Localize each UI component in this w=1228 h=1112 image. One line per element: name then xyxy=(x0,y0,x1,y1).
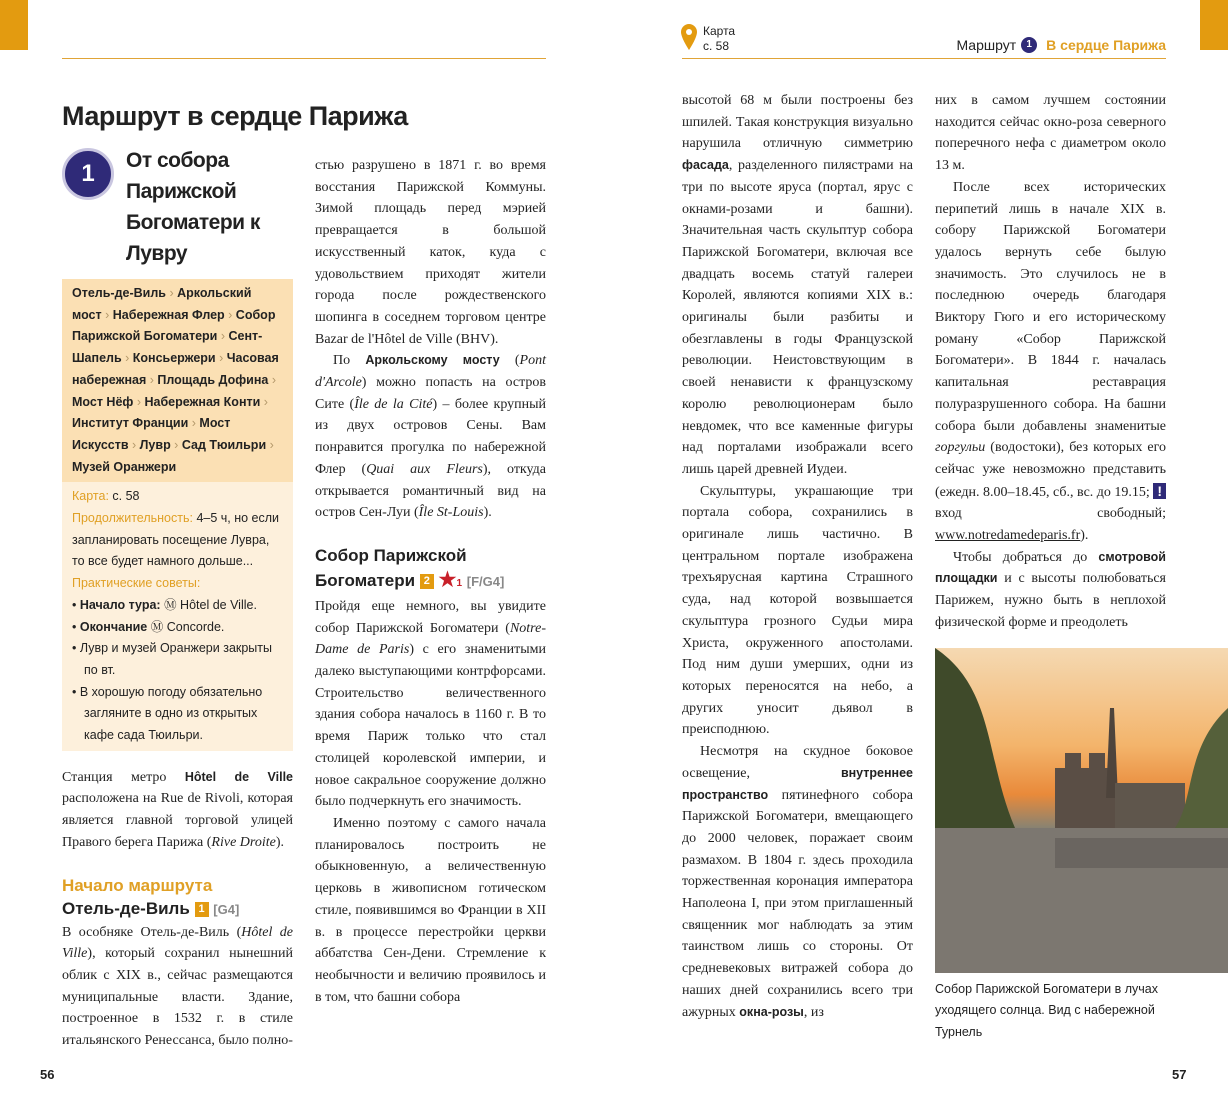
route-stop: Консьержери xyxy=(132,351,216,366)
route-stop: Отель-де-Виль xyxy=(72,286,166,300)
tip-item: • Лувр и музей Оранжери закрыты по вт. xyxy=(72,641,273,677)
arrow-icon: › xyxy=(266,437,274,452)
route-stop: Набережная Флер xyxy=(112,307,225,322)
paragraph: Чтобы добраться до смотровой площадки и с высоты полюбоваться Парижем, нужно быть в неплохой физической форме и преодолеть xyxy=(935,549,1166,630)
arrow-icon: › xyxy=(215,351,227,366)
star-rating: 1 xyxy=(456,577,463,589)
sight-number-badge: 1 xyxy=(195,902,209,917)
star-icon: ★ xyxy=(438,568,457,591)
section-heading: Начало маршрута xyxy=(62,875,213,895)
paragraph: них в самом лучшем состоянии находится сейчас окно-роза северного поперечного нефа с диаметром около 13 м. xyxy=(935,93,1166,174)
paragraph: Несмотря на скудное боковое освещение, внутреннее пространство пятинефного собора Парижской Богоматери, вмещающего до 2000 человек, поражает своим размахом. В 1804 г. здесь проходила торжественная коронация императора Наполеона I, при этом приглашенный священник мог наблюдать за этим таинством лишь со стороны. От средневековых витражей собора до наших дней сохранились всего три ажурных окна-розы, из xyxy=(682,744,913,1020)
arrow-icon: › xyxy=(101,307,113,322)
duration-value: 4–5 ч, но если запланировать посещение Лувра, то все будет намного дольше... xyxy=(72,511,280,569)
tip-key: Начало тура: xyxy=(79,597,161,612)
tip-key: Окончание xyxy=(79,619,148,634)
route-title: В сердце Парижа xyxy=(1046,37,1166,53)
arrow-icon: › xyxy=(146,372,158,387)
sight-heading: Отель-де-Виль 1 [G4] xyxy=(62,898,240,918)
route-stop: Сад Тюильри xyxy=(181,437,267,452)
route-stop: Музей Оранжери xyxy=(72,459,177,474)
map-reference xyxy=(703,24,735,54)
page-tab-right xyxy=(1200,0,1228,50)
route-stop: Лувр xyxy=(139,437,171,452)
route-heading xyxy=(62,145,293,269)
arrow-icon: › xyxy=(224,307,236,322)
paragraph: По Аркольскому мосту (Pont d'Arcole) можно попасть на остров Сите (Île de la Cité) – более крупный из двух островов Сены. Вам понравится прогулка по набережной Флер (Quai aux Fleurs), откуда открывается романтичный вид на остров Сен-Луи (Île St-Louis). xyxy=(315,353,547,521)
tip-item: • Начало тура: Ⓜ Hôtel de Ville. xyxy=(72,597,257,612)
route-stop: Сент-Шапель xyxy=(72,329,263,366)
arrow-icon: › xyxy=(268,372,276,387)
page-number-left: 56 xyxy=(40,1067,55,1082)
route-stop: Институт Франции xyxy=(72,416,189,431)
column-4 xyxy=(935,90,1166,1044)
route-number-badge: 1 xyxy=(1021,37,1037,53)
tip-item: • Окончание Ⓜ Concorde. xyxy=(72,619,225,634)
route-name: От собора Парижской Богоматери к Лувру xyxy=(126,149,260,265)
route-label: Маршрут xyxy=(956,37,1017,53)
map-grid-ref: [F/G4] xyxy=(466,573,505,589)
paragraph: Именно поэтому с самого начала планировалось построить не обыкновенную, а величественную церковь в живописном готическом стиле, появившимся во Франции в XII в. в процессе перестройки церкви аббатства Сен-Дени. Стремление к необычности и величию проявилось и в том, что башни собора xyxy=(315,815,546,1005)
arrow-icon: › xyxy=(170,437,182,452)
tips-list xyxy=(72,595,283,747)
tip-text: Лувр и музей Оранжери закрыты по вт. xyxy=(79,641,273,677)
column-1 xyxy=(62,145,293,1052)
route-stop: Аркольский мост xyxy=(72,286,252,322)
map-value: с. 58 xyxy=(108,489,140,504)
tip-value: Ⓜ Hôtel de Ville. xyxy=(160,597,257,612)
duration-key: Продолжительность: xyxy=(72,511,193,526)
map-page: с. 58 xyxy=(703,39,730,53)
paragraph: высотой 68 м были построены без шпилей. Такая конструкция визуально нарушила отличную симметрию фасада, разделенного пилястрами на три по высоте яруса (портал, ярус с окнами-розами и башни). Значительная часть скульптур собора Парижской Богоматери, включая все двадцать восемь статуй галереи Королей, являются копиями XIX в.: оригиналы были разбиты и обезглавлены в годы Французской революции. Неистовствующим в своей ненависти к французскому королю революционерам было невдомек, что все каменные фигуры над порталами изображали всего лишь царей древней Иудеи. xyxy=(682,93,913,477)
route-stop: Часовая набережная xyxy=(72,351,279,387)
route-info-box xyxy=(62,482,293,750)
cathedral-silhouette xyxy=(935,648,1228,973)
paragraph: В особняке Отель-де-Виль (Hôtel de Ville), который сохранил нынешний облик с XIX в., сейчас размещаются муниципальные власти. Здание, построенное в 1532 г. в стиле итальянского Ренессанса, было полно- xyxy=(62,924,293,1049)
notre-dame-photo xyxy=(935,648,1228,973)
website-link[interactable]: www.notredamedeparis.fr xyxy=(935,528,1081,544)
column-3 xyxy=(682,90,913,1023)
paragraph: Пройдя еще немного, вы увидите собор Парижской Богоматери (Notre-Dame de Paris) с его знаменитыми далеко выступающими контрфорсами. Строительство величественного здания собора началось в 1160 г. В то время Париж только что стал столицей королевской империи, и новое сакральное сооружение должно было подчеркнуть его значимость. xyxy=(315,598,546,810)
page-tab-left xyxy=(0,0,28,50)
tip-value: Ⓜ Concorde. xyxy=(147,619,225,634)
arrow-icon: › xyxy=(165,286,178,300)
paragraph: После всех исторических перипетий лишь в начале XIX в. собору Парижской Богоматери удалось вернуть себе былую значимость. Это случилось не в последнюю очередь благодаря Виктору Гюго и его историческому роману «Собор Парижской Богоматери». В 1844 г. началась капитальная реставрация полуразрушенного собора. На башни собора были добавлены знаменитые горгульи (водостоки), без которых его сейчас уже невозможно представить (ежедн. 8.00–18.45, сб., вс. до 19.15; ! вход свободный; www.notredamedeparis.fr). xyxy=(935,179,1166,544)
route-stop: Площадь Дофина xyxy=(157,372,269,387)
tip-item: • В хорошую погоду обязательно загляните в одно из открытых кафе сада Тюильри. xyxy=(72,684,263,743)
arrow-icon: › xyxy=(133,394,145,409)
info-icon: ! xyxy=(1153,483,1166,499)
route-stop: Набережная Конти xyxy=(144,394,261,409)
paragraph: стью разрушено в 1871 г. во время восстания Парижской Коммуны. Зимой площадь перед мэрией превращается в большой искусственный каток, куда с удовольствием приходят жители города после рождественского шопинга в соседнем торговом центре Bazar de l'Hôtel de Ville (BHV). xyxy=(315,158,546,347)
arrow-icon: › xyxy=(217,329,229,344)
paragraph: Станция метро Hôtel de Ville расположена на Rue de Rivoli, которая является главной торговой улицей Правого берега Парижа (Rive Droite). xyxy=(62,769,294,850)
route-stops-box xyxy=(62,279,293,482)
arrow-icon: › xyxy=(121,351,133,366)
page-number-right: 57 xyxy=(1172,1067,1187,1082)
route-stop: Мост Искусств xyxy=(72,416,231,452)
running-header xyxy=(956,37,1166,53)
paragraph: Скульптуры, украшающие три портала собора, сохранились в оригинале лишь частично. В центральном портале изображена трехъярусная картина Страшного суда, над которой возвышается скульптура грозного Судьи мира Христа, окруженного апостолами. Под ним души умерших, одни из которых переносятся на небо, а других уносит дьявол в преисподнюю. xyxy=(682,483,913,738)
arrow-icon: › xyxy=(260,394,268,409)
arrow-icon: › xyxy=(128,437,140,452)
header-rule-right xyxy=(682,58,1166,59)
tips-heading: Практические советы: xyxy=(72,576,201,591)
photo-caption: Собор Парижской Богоматери в лучах уходящего солнца. Вид с набережной Турнель xyxy=(935,981,1158,1039)
map-key: Карта: xyxy=(72,489,109,504)
page-title: Маршрут в сердце Парижа xyxy=(62,101,408,131)
route-stop: Мост Нёф xyxy=(72,394,134,409)
sight-heading: Собор Парижской Богоматери 2 ★1 [F/G4] xyxy=(315,545,505,591)
map-pin-icon xyxy=(681,24,697,50)
map-label: Карта xyxy=(703,24,736,38)
tip-text: В хорошую погоду обязательно загляните в одно из открытых кафе сада Тюильри. xyxy=(79,684,263,743)
header-rule-left xyxy=(62,58,546,59)
arrow-icon: › xyxy=(188,416,200,431)
route-number-circle: 1 xyxy=(62,148,114,200)
map-grid-ref: [G4] xyxy=(213,901,240,917)
route-stop: Собор Парижской Богоматери xyxy=(72,307,276,344)
sight-number-badge: 2 xyxy=(420,574,434,589)
column-2 xyxy=(315,155,546,1008)
